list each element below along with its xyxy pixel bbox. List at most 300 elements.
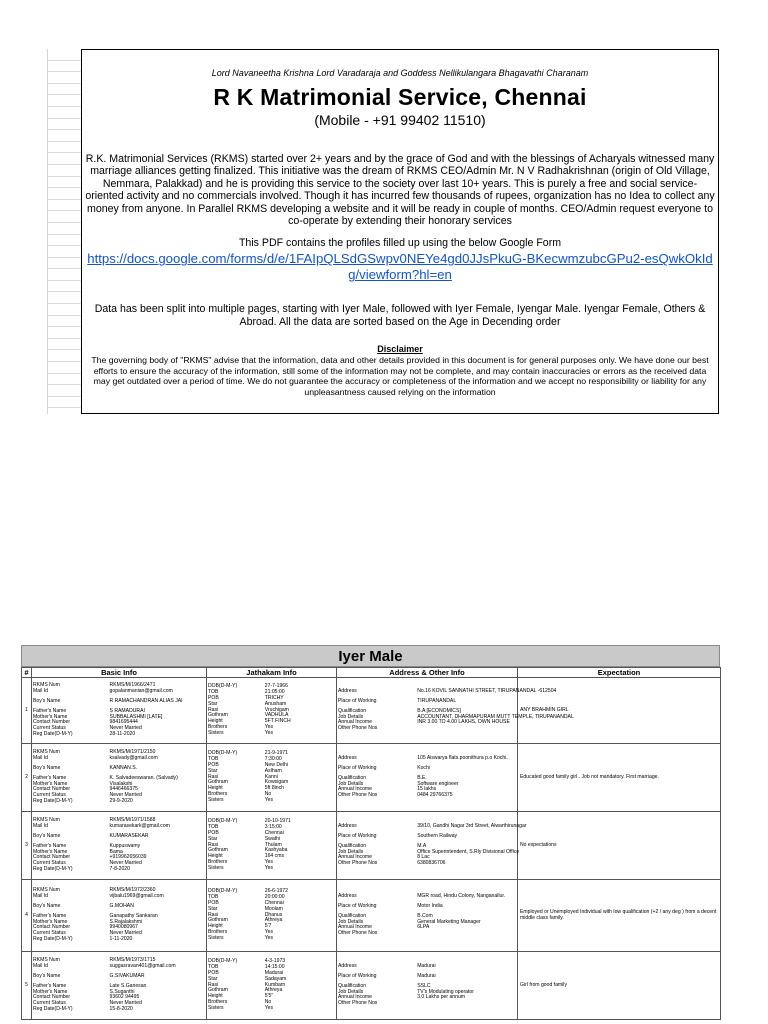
intro-panel	[81, 49, 719, 414]
field-label: Address	[338, 687, 357, 694]
field-label: Qualification	[338, 982, 367, 989]
page-title: R K Matrimonial Service, Chennai	[213, 84, 587, 110]
field-value: kumarasekark@gmail.com	[109, 822, 170, 829]
row-stub	[48, 362, 81, 374]
field-label: TOB	[208, 688, 219, 695]
field-label: Contact Number	[33, 854, 71, 861]
row-stub	[48, 211, 81, 223]
basic-info-fields	[32, 888, 206, 943]
field-label: Mail Id	[33, 892, 49, 899]
field-label: TOB	[208, 893, 219, 900]
table-header-row	[22, 668, 721, 678]
column-header-num: #	[22, 668, 32, 678]
field-label: Current Status	[33, 1000, 66, 1007]
field-value: Yes	[264, 1005, 274, 1012]
profiles-table	[21, 667, 721, 1020]
jathakam-info-cell	[207, 744, 337, 812]
field-value: TV's Modulating operator	[417, 988, 474, 995]
field-value: Southern Railway	[417, 832, 458, 839]
row-stub	[48, 281, 81, 293]
jathakam-info-fields	[207, 959, 336, 1012]
field-label: DOB(D-M-Y)	[208, 682, 238, 689]
field-value: 14:15:00	[264, 963, 285, 970]
address-info-fields	[337, 756, 517, 799]
field-value: INR 3.00 TO 4.00 LAKHS, OWN HOUSE	[417, 719, 510, 726]
expectation-cell: No expectations	[518, 812, 721, 880]
field-label: Annual Income	[338, 786, 372, 793]
field-value: 93602 94495	[109, 994, 140, 1001]
row-stub	[48, 269, 81, 281]
field-label: Contact Number	[33, 786, 71, 793]
field-value: 4-3-1973	[264, 957, 286, 964]
field-value: 20:00:00	[264, 893, 285, 900]
row-stub	[48, 84, 81, 96]
jathakam-info-cell	[207, 812, 337, 880]
row-stub	[48, 397, 81, 409]
field-label: Qualification	[338, 912, 367, 919]
intro-paragraph: R.K. Matrimonial Services (RKMS) started over 2+ years and by the grace of God and with the blessings of Acharyals witnessed many marriage alliances getting finalized. This initiative was the dream of RKMS CEO/Admin Mr. N V Radhakrishnan (origin of Old Village, Nemmara, Palakkad) and he is providing this service to the society over last 10+ years. This is purely a free and social service-oriented activity and no commercials involved. Though it has incurred few thousands of rupees, organization has no Idea to collect any money from anyone. In Parallel RKMS developing a website and it will be ready in couple of months. CEO/Admin request everyone to co-operate by extending their honorary services	[85, 153, 715, 228]
field-value: Anusham	[264, 700, 287, 707]
table-row	[22, 678, 721, 744]
field-value: RKMS/M/1971/2150	[109, 748, 156, 755]
field-label: Mail Id	[33, 822, 49, 829]
field-label: Address	[338, 754, 357, 761]
basic-info-cell	[32, 880, 207, 952]
field-value: VADHULA	[264, 712, 289, 719]
field-value: Software engineer	[417, 780, 459, 787]
field-label: Other Phone Nos	[338, 792, 378, 799]
field-value: 39/10, Gandhi Nagar 3rd Street, Alwarthirunagar	[417, 822, 527, 829]
split-note: Data has been split into multiple pages, starting with Iyer Male, followed with Iyer Female, Iyengar Male. Iyengar Female, Others & Abroad. All the data are sorted based on the Age in Decending order	[94, 303, 706, 328]
field-label: DOB(D-M-Y)	[208, 887, 238, 894]
field-value: Thulam	[264, 841, 282, 848]
field-label: Mother's Name	[33, 713, 68, 720]
field-value: Athreya	[264, 917, 283, 924]
field-label: Annual Income	[338, 924, 372, 931]
row-stub	[48, 292, 81, 304]
field-value: Sadayam	[264, 975, 287, 982]
jathakam-info-cell	[207, 952, 337, 1020]
field-row	[32, 799, 206, 805]
field-value: Never Married	[109, 930, 142, 937]
field-label: Star	[208, 975, 218, 982]
field-value: Never Married	[109, 725, 142, 732]
spreadsheet-row-stubs	[47, 49, 81, 414]
row-stub	[48, 72, 81, 84]
field-value: TRICHY	[264, 694, 284, 701]
field-label: Star	[208, 700, 218, 707]
field-label: Father's Name	[33, 842, 67, 849]
field-row	[207, 798, 336, 804]
field-value: Aslham	[264, 767, 282, 774]
field-label: Qualification	[338, 774, 367, 781]
field-row	[207, 866, 336, 872]
field-row	[32, 867, 206, 873]
field-row	[32, 937, 206, 943]
row-stub	[48, 49, 81, 61]
field-label: Job Details	[338, 848, 364, 855]
row-stub	[48, 223, 81, 235]
field-label: Job Details	[338, 988, 364, 995]
row-stub	[48, 165, 81, 177]
field-label: Boy's Name	[33, 764, 61, 771]
field-value: Swathi	[264, 835, 281, 842]
field-value: TIRUPANANDAL	[417, 697, 457, 704]
field-label: Mail Id	[33, 962, 49, 969]
field-label: Mother's Name	[33, 988, 68, 995]
field-row	[337, 931, 517, 937]
field-label: Boy's Name	[33, 972, 61, 979]
basic-info-fields	[32, 818, 206, 873]
jathakam-info-fields	[207, 819, 336, 872]
field-value: 0484 29766375	[417, 792, 453, 799]
field-row	[337, 793, 517, 799]
field-label: Contact Number	[33, 719, 71, 726]
field-label: Job Details	[338, 780, 364, 787]
field-value: MGR road, Hindu Colony, Nanganallur.	[417, 892, 506, 899]
field-value: Madurai	[417, 962, 436, 969]
field-value: Vruchigam	[264, 706, 289, 713]
basic-info-cell	[32, 952, 207, 1020]
field-label: Rasi	[208, 981, 219, 988]
field-label: DOB(D-M-Y)	[208, 817, 238, 824]
field-value: K. Salvadeeswaran. (Salvady)	[109, 774, 178, 781]
expectation-cell: Educated good family girl . Job not mandatory. First marriage.	[518, 744, 721, 812]
field-label: RKMS Num	[33, 886, 60, 893]
field-label: Other Phone Nos	[338, 1000, 378, 1007]
field-value: ACCOUNTANT, DHARMAPURAM MUTT TEMPLE, TIRUPANANDAL	[417, 713, 574, 720]
table-row	[22, 880, 721, 952]
field-value: Kanni	[264, 773, 278, 780]
field-value: B.A [ECONOMICS]	[417, 707, 461, 714]
field-label: Brothers	[208, 859, 228, 866]
field-value: SSLC	[417, 982, 431, 989]
jathakam-info-fields	[207, 751, 336, 804]
field-label: Current Status	[33, 860, 66, 867]
row-stub	[48, 339, 81, 351]
basic-info-fields	[32, 750, 206, 805]
basic-info-fields	[32, 958, 206, 1013]
field-label: Job Details	[338, 713, 364, 720]
field-value	[416, 726, 517, 732]
field-row	[207, 731, 336, 737]
column-header-jathakam-info: Jathakam Info	[207, 668, 337, 678]
column-header-expectation: Expectation	[518, 668, 721, 678]
field-value: Office Superintendent, S.Rly Divisional Office	[417, 848, 520, 855]
field-value: Never Married	[109, 860, 142, 867]
field-value: 20-10-1971	[264, 817, 291, 824]
column-header-basic-info: Basic Info	[32, 668, 207, 678]
field-value: KUMARASEKAR	[109, 832, 149, 839]
row-stub	[48, 188, 81, 200]
field-value: 3.0 Lakhs per annum	[417, 994, 466, 1001]
field-row	[207, 1006, 336, 1012]
field-value: 26-6-1972	[264, 887, 288, 894]
row-number: 1	[22, 678, 32, 744]
field-value: Kowsigam	[264, 779, 289, 786]
field-value: vijbalu1969@gmail.com	[109, 892, 164, 899]
mobile-number: (Mobile - +91 99402 11510)	[314, 112, 486, 128]
field-label: Height	[208, 785, 223, 792]
field-value: B.E.	[417, 774, 427, 781]
field-value: Yes	[264, 865, 274, 872]
field-value: gopalanmanian@gmail.com	[109, 687, 173, 694]
field-label: Sisters	[208, 935, 224, 942]
field-label: Rasi	[208, 841, 219, 848]
row-stub	[48, 130, 81, 142]
field-value: Yes	[264, 929, 274, 936]
field-label: Boy's Name	[33, 832, 61, 839]
table-row	[22, 952, 721, 1020]
field-label: Address	[338, 962, 357, 969]
field-row	[32, 732, 206, 738]
field-label: Contact Number	[33, 994, 71, 1001]
row-number: 5	[22, 952, 32, 1020]
field-value: 8 Lac	[417, 854, 430, 861]
field-label: Contact Number	[33, 924, 71, 931]
field-value: New Delhi	[264, 761, 288, 768]
field-value: S RAMADURAI	[109, 707, 145, 714]
field-value: No	[264, 999, 272, 1006]
row-stub	[48, 177, 81, 189]
field-value: ksalvady@gmail.com	[109, 754, 158, 761]
field-value: 164 cms	[264, 853, 285, 860]
field-label: Reg Date(D-M-Y)	[33, 798, 73, 805]
field-value: Madurai	[417, 972, 436, 979]
basic-info-fields	[32, 683, 206, 738]
jathakam-info-cell	[207, 880, 337, 952]
field-label: RKMS Num	[33, 956, 60, 963]
field-label: Brothers	[208, 791, 228, 798]
field-value: No.16 KOVIL SANNATHI STREET, TIRUPANANDAL -612504	[417, 687, 557, 694]
disclaimer-title: Disclaimer	[377, 344, 423, 355]
column-header-address-info: Address & Other Info	[337, 668, 518, 678]
field-value: 6380836706	[417, 860, 446, 867]
basic-info-cell	[32, 744, 207, 812]
expectation-cell: Girl from good family	[518, 952, 721, 1020]
field-value: S.Rajalakshmi	[109, 918, 143, 925]
row-stub	[48, 350, 81, 362]
field-value: S.Suganthi	[109, 988, 135, 995]
field-value: RKMS/M/1973/1715	[109, 956, 156, 963]
field-label: Rasi	[208, 773, 219, 780]
field-value: Dhanus	[264, 911, 283, 918]
field-label: Rasi	[208, 706, 219, 713]
field-label: Job Details	[338, 918, 364, 925]
field-label: Other Phone Nos	[338, 930, 378, 937]
row-stub	[48, 200, 81, 212]
field-value: 28-11-2020	[109, 731, 136, 738]
field-value: 9446466375	[109, 786, 138, 793]
field-label: Qualification	[338, 842, 367, 849]
field-value: 5'7	[264, 923, 272, 930]
jathakam-info-cell	[207, 678, 337, 744]
field-value: 5ft 8inch	[264, 785, 285, 792]
field-value: 5FT FINCH	[264, 718, 291, 725]
field-value: G.MOHAN	[109, 902, 134, 909]
address-info-fields	[337, 894, 517, 937]
address-info-cell	[337, 812, 527, 880]
field-value: Bama	[109, 848, 123, 855]
row-number: 3	[22, 812, 32, 880]
field-value: 3:15:00	[264, 823, 282, 830]
row-stub	[48, 119, 81, 131]
field-value: Yes	[264, 730, 274, 737]
field-label: Reg Date(D-M-Y)	[33, 936, 73, 943]
field-label: Sisters	[208, 865, 224, 872]
field-label: Star	[208, 835, 218, 842]
field-label: DOB(D-M-Y)	[208, 749, 238, 756]
field-row	[32, 1007, 206, 1013]
table-row	[22, 812, 721, 880]
field-label: Place of Working	[338, 902, 377, 909]
row-stub	[48, 95, 81, 107]
field-value: 15 lakhs	[417, 786, 437, 793]
field-label: Mother's Name	[33, 780, 68, 787]
disclaimer-text: The governing body of "RKMS" advise that the information, data and other details provided in this document is for general purposes only. We have done our best efforts to ensure the accuracy of the information, still some of the information may not be complete, and may contain inaccuracies or errors as the received data may get outdated over a period of time. We do not guarantee the accuracy or completeness of the information and we accept no responsibility or liability for any unpleasantness caused relying on the information	[91, 355, 709, 398]
field-value: Madurai	[264, 969, 284, 976]
field-row	[32, 699, 206, 705]
field-value: G.SIVAKUMAR	[109, 972, 145, 979]
field-label: Other Phone Nos	[338, 725, 378, 732]
field-value: Kumbam	[264, 981, 286, 988]
field-label: Rasi	[208, 911, 219, 918]
field-label: Brothers	[208, 724, 228, 731]
address-info-cell	[337, 744, 518, 812]
google-form-link[interactable]: https://docs.google.com/forms/d/e/1FAIpQLSdGSwpv0NEYe4gd0JJsPkuG-BKecwmzubcGPu2-esQwkOkIdg/viewform?hl=en	[87, 251, 713, 283]
row-stub	[48, 374, 81, 386]
field-label: Brothers	[208, 929, 228, 936]
field-value: Yes	[264, 724, 274, 731]
row-stub	[48, 316, 81, 328]
field-label: TOB	[208, 963, 219, 970]
field-value: 21-9-1971	[264, 749, 288, 756]
field-value: Kashyaba	[264, 847, 288, 854]
field-label: Current Status	[33, 930, 66, 937]
field-value: Athreya	[264, 987, 283, 994]
address-info-fields	[337, 964, 517, 1007]
field-value: 29-9-2020	[109, 798, 133, 805]
field-label: Father's Name	[33, 774, 67, 781]
field-label: Star	[208, 905, 218, 912]
section-title: Iyer Male	[21, 645, 720, 667]
field-label: Gothram	[208, 917, 228, 924]
field-label: Sisters	[208, 1005, 224, 1012]
row-stub	[48, 385, 81, 397]
field-label: Star	[208, 767, 218, 774]
field-label: POB	[208, 969, 219, 976]
field-value: RKMS/M/1972/2360	[109, 886, 156, 893]
address-info-cell	[337, 880, 518, 952]
field-value: Visalakshi	[109, 780, 133, 787]
field-label: POB	[208, 899, 219, 906]
field-value: SUBBALASHMI [LATE]	[109, 713, 163, 720]
field-value: B.Com	[417, 912, 433, 919]
field-value: KANNAN.S.	[109, 764, 138, 771]
field-label: Gothram	[208, 987, 228, 994]
field-label: RKMS Num	[33, 681, 60, 688]
field-value: 27-7-1966	[264, 682, 288, 689]
field-label: Address	[338, 892, 357, 899]
field-label: Gothram	[208, 779, 228, 786]
basic-info-cell	[32, 812, 207, 880]
field-value: RKMS/M/1966/2471	[109, 681, 156, 688]
field-label: Annual Income	[338, 994, 372, 1001]
field-label: RKMS Num	[33, 748, 60, 755]
field-label: Father's Name	[33, 707, 67, 714]
field-label: Height	[208, 718, 223, 725]
field-label: Annual Income	[338, 854, 372, 861]
field-label: Height	[208, 923, 223, 930]
field-label: Gothram	[208, 712, 228, 719]
field-value: 9940080967	[109, 924, 138, 931]
field-row	[207, 936, 336, 942]
field-row	[337, 726, 517, 732]
field-value: Never Married	[109, 792, 142, 799]
row-number: 2	[22, 744, 32, 812]
field-row	[337, 861, 517, 867]
field-value: Late S.Ganesan	[109, 982, 147, 989]
field-value: 21:05:00	[264, 688, 285, 695]
field-label: RKMS Num	[33, 816, 60, 823]
field-label: Address	[338, 822, 357, 829]
field-label: Sisters	[208, 730, 224, 737]
field-value: Moolam	[264, 905, 283, 912]
field-value: suggasravan401@gmail.com	[109, 962, 176, 969]
field-value: Yes	[264, 859, 274, 866]
field-value: 15-8-2020	[109, 1006, 133, 1013]
field-value: Yes	[264, 797, 274, 804]
field-value: Kuppuswamy	[109, 842, 141, 849]
field-label: POB	[208, 829, 219, 836]
field-label: Place of Working	[338, 972, 377, 979]
field-value: 7-8-2020	[109, 866, 130, 873]
field-label: Place of Working	[338, 764, 377, 771]
field-value: No	[264, 791, 272, 798]
field-label: TOB	[208, 755, 219, 762]
field-row	[337, 1001, 517, 1007]
row-number: 4	[22, 880, 32, 952]
field-label: Mother's Name	[33, 848, 68, 855]
field-label: Place of Working	[338, 832, 377, 839]
field-label: Father's Name	[33, 982, 67, 989]
field-value: General Marketing Manager	[417, 918, 481, 925]
jathakam-info-fields	[207, 889, 336, 942]
row-stub	[48, 327, 81, 339]
field-label: Place of Working	[338, 697, 377, 704]
field-label: Gothram	[208, 847, 228, 854]
field-label: Brothers	[208, 999, 228, 1006]
field-label: POB	[208, 761, 219, 768]
field-value: 1-11-2020	[109, 936, 133, 943]
jathakam-info-fields	[207, 684, 336, 737]
field-value: Chennai	[264, 829, 284, 836]
field-value: Chennai	[264, 899, 284, 906]
field-label: DOB(D-M-Y)	[208, 957, 238, 964]
blessing-line: Lord Navaneetha Krishna Lord Varadaraja and Goddess Nellikulangara Bhagavathi Charanam	[211, 68, 589, 78]
field-value: R RAMACHANDRAN ALIAS JAI	[109, 697, 183, 704]
field-label: Height	[208, 993, 223, 1000]
field-value: Kochi	[417, 764, 430, 771]
field-label: Reg Date(D-M-Y)	[33, 1006, 73, 1013]
field-value: Yes	[264, 935, 274, 942]
expectation-cell: ANY BRAHMIN GIRL	[518, 678, 721, 744]
field-label: Sisters	[208, 797, 224, 804]
field-value: Motor India	[417, 902, 443, 909]
row-stub	[48, 142, 81, 154]
field-value: 6LPA	[417, 924, 430, 931]
field-label: Height	[208, 853, 223, 860]
